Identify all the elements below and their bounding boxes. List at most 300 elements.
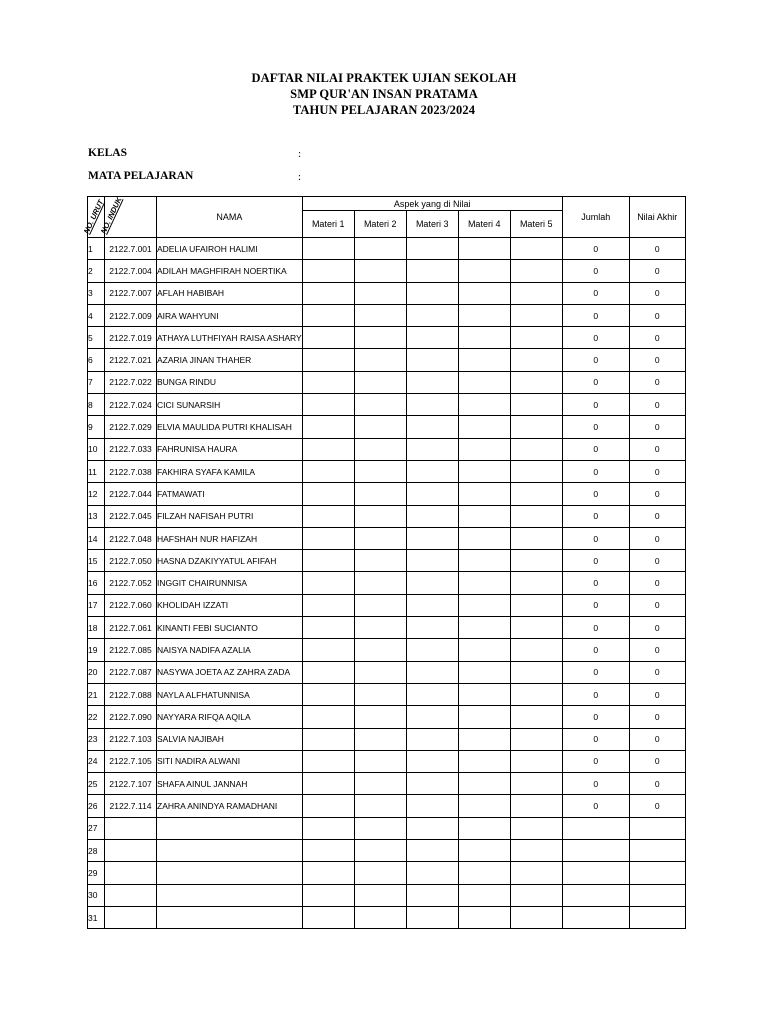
row-no: 5 xyxy=(88,327,105,349)
row-no-induk xyxy=(105,884,157,906)
row-materi-4[interactable] xyxy=(458,773,510,795)
row-jumlah: 0 xyxy=(562,260,629,282)
row-materi-3[interactable] xyxy=(406,416,458,438)
row-materi-2[interactable] xyxy=(354,840,406,862)
header-materi-1: Materi 1 xyxy=(302,211,354,238)
row-no-induk: 2122.7.024 xyxy=(105,394,157,416)
row-no: 18 xyxy=(88,617,105,639)
row-materi-4[interactable] xyxy=(458,416,510,438)
row-materi-3[interactable] xyxy=(406,884,458,906)
row-no: 13 xyxy=(88,505,105,527)
document-title xyxy=(0,70,768,118)
row-nama xyxy=(157,862,303,884)
row-no: 16 xyxy=(88,572,105,594)
row-materi-5[interactable] xyxy=(510,862,562,884)
row-materi-1[interactable] xyxy=(302,550,354,572)
row-materi-2[interactable] xyxy=(354,527,406,549)
row-materi-3[interactable] xyxy=(406,683,458,705)
row-no: 29 xyxy=(88,862,105,884)
row-materi-4[interactable] xyxy=(458,795,510,817)
row-materi-3[interactable] xyxy=(406,906,458,928)
row-nama: BUNGA RINDU xyxy=(157,371,303,393)
row-nama: KHOLIDAH IZZATI xyxy=(157,594,303,616)
table-row xyxy=(88,639,686,661)
table-row xyxy=(88,683,686,705)
table-row xyxy=(88,884,686,906)
row-nilai-akhir: 0 xyxy=(629,260,685,282)
row-materi-2[interactable] xyxy=(354,639,406,661)
row-materi-3[interactable] xyxy=(406,260,458,282)
row-materi-3[interactable] xyxy=(406,460,458,482)
kelas-label: KELAS xyxy=(88,147,127,159)
row-materi-3[interactable] xyxy=(406,639,458,661)
row-nilai-akhir: 0 xyxy=(629,728,685,750)
row-materi-5[interactable] xyxy=(510,773,562,795)
row-materi-3[interactable] xyxy=(406,594,458,616)
row-nilai-akhir: 0 xyxy=(629,594,685,616)
row-jumlah: 0 xyxy=(562,639,629,661)
title-line-2: SMP QUR'AN INSAN PRATAMA xyxy=(290,87,478,101)
row-materi-4[interactable] xyxy=(458,683,510,705)
row-materi-5[interactable] xyxy=(510,840,562,862)
row-materi-1[interactable] xyxy=(302,728,354,750)
row-jumlah: 0 xyxy=(562,527,629,549)
row-materi-1[interactable] xyxy=(302,795,354,817)
row-materi-2[interactable] xyxy=(354,750,406,772)
row-no-induk: 2122.7.009 xyxy=(105,304,157,326)
row-jumlah: 0 xyxy=(562,349,629,371)
row-materi-2[interactable] xyxy=(354,728,406,750)
header-no-urut-label: NO. URUT xyxy=(81,198,106,235)
row-materi-3[interactable] xyxy=(406,840,458,862)
row-jumlah xyxy=(562,862,629,884)
row-nilai-akhir: 0 xyxy=(629,394,685,416)
row-materi-1[interactable] xyxy=(302,349,354,371)
row-jumlah: 0 xyxy=(562,550,629,572)
table-row xyxy=(88,394,686,416)
row-no: 26 xyxy=(88,795,105,817)
row-materi-2[interactable] xyxy=(354,773,406,795)
mata-pelajaran-label: MATA PELAJARAN xyxy=(88,170,194,182)
row-materi-4[interactable] xyxy=(458,505,510,527)
row-no: 15 xyxy=(88,550,105,572)
table-row xyxy=(88,349,686,371)
row-materi-3[interactable] xyxy=(406,238,458,260)
title-line-1: DAFTAR NILAI PRAKTEK UJIAN SEKOLAH xyxy=(251,71,517,85)
row-materi-2[interactable] xyxy=(354,238,406,260)
row-nama: AFLAH HABIBAH xyxy=(157,282,303,304)
row-materi-4[interactable] xyxy=(458,527,510,549)
row-nilai-akhir: 0 xyxy=(629,349,685,371)
row-nilai-akhir: 0 xyxy=(629,238,685,260)
row-materi-2[interactable] xyxy=(354,661,406,683)
row-materi-1[interactable] xyxy=(302,238,354,260)
row-nilai-akhir: 0 xyxy=(629,683,685,705)
row-nama xyxy=(157,906,303,928)
row-no-induk: 2122.7.114 xyxy=(105,795,157,817)
row-nilai-akhir: 0 xyxy=(629,505,685,527)
row-materi-3[interactable] xyxy=(406,527,458,549)
table-row xyxy=(88,304,686,326)
row-materi-4[interactable] xyxy=(458,706,510,728)
row-materi-2[interactable] xyxy=(354,550,406,572)
row-no-induk: 2122.7.052 xyxy=(105,572,157,594)
row-materi-5[interactable] xyxy=(510,884,562,906)
row-materi-4[interactable] xyxy=(458,483,510,505)
row-materi-4[interactable] xyxy=(458,862,510,884)
row-materi-5[interactable] xyxy=(510,238,562,260)
mata-pelajaran-colon: : xyxy=(298,171,302,183)
row-materi-5[interactable] xyxy=(510,639,562,661)
row-materi-5[interactable] xyxy=(510,594,562,616)
row-nilai-akhir: 0 xyxy=(629,706,685,728)
row-no: 3 xyxy=(88,282,105,304)
header-jumlah: Jumlah xyxy=(562,197,629,238)
row-materi-1[interactable] xyxy=(302,683,354,705)
row-nama: FILZAH NAFISAH PUTRI xyxy=(157,505,303,527)
row-materi-2[interactable] xyxy=(354,416,406,438)
row-nama: INGGIT CHAIRUNNISA xyxy=(157,572,303,594)
table-row xyxy=(88,371,686,393)
row-materi-1[interactable] xyxy=(302,817,354,839)
row-materi-2[interactable] xyxy=(354,906,406,928)
row-materi-5[interactable] xyxy=(510,706,562,728)
row-materi-5[interactable] xyxy=(510,683,562,705)
row-nilai-akhir: 0 xyxy=(629,483,685,505)
table-row xyxy=(88,260,686,282)
row-materi-3[interactable] xyxy=(406,394,458,416)
row-materi-3[interactable] xyxy=(406,773,458,795)
row-materi-5[interactable] xyxy=(510,550,562,572)
row-materi-2[interactable] xyxy=(354,817,406,839)
row-materi-4[interactable] xyxy=(458,572,510,594)
row-materi-2[interactable] xyxy=(354,349,406,371)
row-materi-4[interactable] xyxy=(458,438,510,460)
row-materi-5[interactable] xyxy=(510,371,562,393)
row-nilai-akhir: 0 xyxy=(629,282,685,304)
row-no-induk: 2122.7.103 xyxy=(105,728,157,750)
row-nama: FAHRUNISA HAURA xyxy=(157,438,303,460)
row-nilai-akhir: 0 xyxy=(629,416,685,438)
table-row xyxy=(88,438,686,460)
row-materi-4[interactable] xyxy=(458,327,510,349)
row-materi-3[interactable] xyxy=(406,327,458,349)
row-materi-3[interactable] xyxy=(406,750,458,772)
row-materi-1[interactable] xyxy=(302,327,354,349)
row-materi-4[interactable] xyxy=(458,884,510,906)
row-materi-5[interactable] xyxy=(510,906,562,928)
table-row xyxy=(88,416,686,438)
row-no-induk: 2122.7.038 xyxy=(105,460,157,482)
row-nama: FAKHIRA SYAFA KAMILA xyxy=(157,460,303,482)
row-materi-2[interactable] xyxy=(354,594,406,616)
row-no-induk: 2122.7.107 xyxy=(105,773,157,795)
row-materi-1[interactable] xyxy=(302,282,354,304)
row-materi-2[interactable] xyxy=(354,572,406,594)
table-row xyxy=(88,505,686,527)
row-nama: HASNA DZAKIYYATUL AFIFAH xyxy=(157,550,303,572)
row-no: 30 xyxy=(88,884,105,906)
row-materi-2[interactable] xyxy=(354,438,406,460)
row-materi-5[interactable] xyxy=(510,394,562,416)
row-nama: HAFSHAH NUR HAFIZAH xyxy=(157,527,303,549)
row-materi-5[interactable] xyxy=(510,505,562,527)
row-materi-4[interactable] xyxy=(458,728,510,750)
row-nama: NAYYARA RIFQA AQILA xyxy=(157,706,303,728)
row-nama: CICI SUNARSIH xyxy=(157,394,303,416)
row-materi-4[interactable] xyxy=(458,639,510,661)
row-jumlah: 0 xyxy=(562,617,629,639)
row-materi-3[interactable] xyxy=(406,817,458,839)
row-jumlah: 0 xyxy=(562,795,629,817)
row-materi-4[interactable] xyxy=(458,282,510,304)
row-jumlah: 0 xyxy=(562,505,629,527)
row-materi-3[interactable] xyxy=(406,862,458,884)
row-materi-1[interactable] xyxy=(302,572,354,594)
row-materi-5[interactable] xyxy=(510,527,562,549)
row-no: 14 xyxy=(88,527,105,549)
row-materi-1[interactable] xyxy=(302,416,354,438)
row-materi-3[interactable] xyxy=(406,483,458,505)
row-materi-4[interactable] xyxy=(458,661,510,683)
row-jumlah: 0 xyxy=(562,706,629,728)
header-materi-2: Materi 2 xyxy=(354,211,406,238)
row-materi-2[interactable] xyxy=(354,282,406,304)
row-jumlah: 0 xyxy=(562,438,629,460)
row-nama: KINANTI FEBI SUCIANTO xyxy=(157,617,303,639)
row-materi-5[interactable] xyxy=(510,795,562,817)
row-no-induk: 2122.7.044 xyxy=(105,483,157,505)
row-materi-1[interactable] xyxy=(302,617,354,639)
row-no: 2 xyxy=(88,260,105,282)
row-jumlah: 0 xyxy=(562,394,629,416)
row-materi-2[interactable] xyxy=(354,884,406,906)
row-materi-2[interactable] xyxy=(354,683,406,705)
table-row xyxy=(88,862,686,884)
row-materi-3[interactable] xyxy=(406,795,458,817)
row-materi-4[interactable] xyxy=(458,550,510,572)
row-materi-1[interactable] xyxy=(302,260,354,282)
row-jumlah: 0 xyxy=(562,238,629,260)
row-nilai-akhir xyxy=(629,884,685,906)
row-jumlah xyxy=(562,884,629,906)
row-materi-2[interactable] xyxy=(354,505,406,527)
row-materi-5[interactable] xyxy=(510,460,562,482)
table-row xyxy=(88,661,686,683)
row-nilai-akhir: 0 xyxy=(629,527,685,549)
row-materi-1[interactable] xyxy=(302,371,354,393)
row-materi-3[interactable] xyxy=(406,282,458,304)
row-no-induk: 2122.7.061 xyxy=(105,617,157,639)
row-materi-3[interactable] xyxy=(406,304,458,326)
row-materi-2[interactable] xyxy=(354,260,406,282)
row-jumlah: 0 xyxy=(562,750,629,772)
row-materi-2[interactable] xyxy=(354,483,406,505)
row-materi-2[interactable] xyxy=(354,460,406,482)
row-jumlah: 0 xyxy=(562,773,629,795)
row-materi-2[interactable] xyxy=(354,617,406,639)
row-materi-4[interactable] xyxy=(458,371,510,393)
row-materi-4[interactable] xyxy=(458,750,510,772)
table-row xyxy=(88,617,686,639)
row-materi-5[interactable] xyxy=(510,617,562,639)
row-jumlah xyxy=(562,840,629,862)
header-materi-5: Materi 5 xyxy=(510,211,562,238)
row-nilai-akhir xyxy=(629,906,685,928)
row-materi-1[interactable] xyxy=(302,862,354,884)
row-materi-1[interactable] xyxy=(302,661,354,683)
row-nilai-akhir: 0 xyxy=(629,639,685,661)
row-no-induk xyxy=(105,906,157,928)
row-materi-1[interactable] xyxy=(302,438,354,460)
row-materi-1[interactable] xyxy=(302,394,354,416)
row-materi-4[interactable] xyxy=(458,460,510,482)
row-nama: FATMAWATI xyxy=(157,483,303,505)
row-materi-1[interactable] xyxy=(302,773,354,795)
row-materi-3[interactable] xyxy=(406,550,458,572)
row-no-induk: 2122.7.001 xyxy=(105,238,157,260)
row-materi-3[interactable] xyxy=(406,706,458,728)
row-materi-5[interactable] xyxy=(510,728,562,750)
header-nilai-akhir: Nilai Akhir xyxy=(629,197,685,238)
row-materi-1[interactable] xyxy=(302,460,354,482)
row-no: 24 xyxy=(88,750,105,772)
row-materi-3[interactable] xyxy=(406,371,458,393)
row-materi-1[interactable] xyxy=(302,304,354,326)
row-no-induk: 2122.7.048 xyxy=(105,527,157,549)
row-nilai-akhir: 0 xyxy=(629,327,685,349)
row-jumlah: 0 xyxy=(562,304,629,326)
row-no-induk: 2122.7.022 xyxy=(105,371,157,393)
row-materi-5[interactable] xyxy=(510,750,562,772)
row-no-induk: 2122.7.060 xyxy=(105,594,157,616)
row-materi-4[interactable] xyxy=(458,817,510,839)
row-materi-4[interactable] xyxy=(458,906,510,928)
row-materi-2[interactable] xyxy=(354,371,406,393)
header-materi-4: Materi 4 xyxy=(458,211,510,238)
row-materi-2[interactable] xyxy=(354,795,406,817)
table-body xyxy=(88,238,686,929)
row-jumlah: 0 xyxy=(562,572,629,594)
row-no: 27 xyxy=(88,817,105,839)
row-materi-3[interactable] xyxy=(406,349,458,371)
row-materi-3[interactable] xyxy=(406,661,458,683)
row-materi-3[interactable] xyxy=(406,617,458,639)
row-no: 22 xyxy=(88,706,105,728)
row-materi-1[interactable] xyxy=(302,706,354,728)
row-no: 21 xyxy=(88,683,105,705)
row-materi-2[interactable] xyxy=(354,327,406,349)
table-row xyxy=(88,840,686,862)
row-nama: ADILAH MAGHFIRAH NOERTIKA xyxy=(157,260,303,282)
row-materi-2[interactable] xyxy=(354,862,406,884)
row-nilai-akhir: 0 xyxy=(629,773,685,795)
row-materi-4[interactable] xyxy=(458,594,510,616)
row-materi-5[interactable] xyxy=(510,327,562,349)
row-materi-3[interactable] xyxy=(406,728,458,750)
row-no-induk: 2122.7.019 xyxy=(105,327,157,349)
table-row xyxy=(88,906,686,928)
row-no: 9 xyxy=(88,416,105,438)
row-no-induk: 2122.7.033 xyxy=(105,438,157,460)
row-materi-2[interactable] xyxy=(354,304,406,326)
row-nilai-akhir: 0 xyxy=(629,371,685,393)
row-jumlah: 0 xyxy=(562,371,629,393)
row-materi-2[interactable] xyxy=(354,394,406,416)
table-row xyxy=(88,550,686,572)
row-no-induk: 2122.7.050 xyxy=(105,550,157,572)
row-nama: NAISYA NADIFA AZALIA xyxy=(157,639,303,661)
row-materi-4[interactable] xyxy=(458,394,510,416)
row-materi-1[interactable] xyxy=(302,639,354,661)
row-materi-5[interactable] xyxy=(510,483,562,505)
row-materi-1[interactable] xyxy=(302,594,354,616)
row-jumlah: 0 xyxy=(562,460,629,482)
row-materi-1[interactable] xyxy=(302,483,354,505)
row-materi-1[interactable] xyxy=(302,884,354,906)
row-materi-3[interactable] xyxy=(406,572,458,594)
row-materi-3[interactable] xyxy=(406,438,458,460)
row-no: 1 xyxy=(88,238,105,260)
row-materi-5[interactable] xyxy=(510,572,562,594)
row-materi-4[interactable] xyxy=(458,304,510,326)
table-row xyxy=(88,527,686,549)
row-materi-3[interactable] xyxy=(406,505,458,527)
row-nama xyxy=(157,884,303,906)
row-materi-5[interactable] xyxy=(510,304,562,326)
header-materi-3: Materi 3 xyxy=(406,211,458,238)
row-materi-4[interactable] xyxy=(458,238,510,260)
table-row xyxy=(88,795,686,817)
row-materi-5[interactable] xyxy=(510,817,562,839)
row-nilai-akhir: 0 xyxy=(629,750,685,772)
row-materi-2[interactable] xyxy=(354,706,406,728)
row-materi-1[interactable] xyxy=(302,840,354,862)
row-materi-4[interactable] xyxy=(458,617,510,639)
row-no-induk: 2122.7.088 xyxy=(105,683,157,705)
row-materi-4[interactable] xyxy=(458,260,510,282)
row-nilai-akhir: 0 xyxy=(629,617,685,639)
row-no: 11 xyxy=(88,460,105,482)
row-jumlah: 0 xyxy=(562,728,629,750)
row-materi-5[interactable] xyxy=(510,260,562,282)
row-jumlah: 0 xyxy=(562,661,629,683)
row-materi-5[interactable] xyxy=(510,349,562,371)
row-nama: NAYLA ALFHATUNNISA xyxy=(157,683,303,705)
row-jumlah xyxy=(562,906,629,928)
row-materi-1[interactable] xyxy=(302,505,354,527)
row-nilai-akhir: 0 xyxy=(629,550,685,572)
row-no: 28 xyxy=(88,840,105,862)
row-materi-5[interactable] xyxy=(510,438,562,460)
row-nama: SALVIA NAJIBAH xyxy=(157,728,303,750)
row-materi-5[interactable] xyxy=(510,416,562,438)
row-materi-5[interactable] xyxy=(510,661,562,683)
row-materi-1[interactable] xyxy=(302,527,354,549)
row-materi-1[interactable] xyxy=(302,906,354,928)
row-materi-5[interactable] xyxy=(510,282,562,304)
row-materi-4[interactable] xyxy=(458,349,510,371)
row-jumlah xyxy=(562,817,629,839)
row-nama: SITI NADIRA ALWANI xyxy=(157,750,303,772)
table-row xyxy=(88,594,686,616)
row-materi-4[interactable] xyxy=(458,840,510,862)
table-row xyxy=(88,817,686,839)
row-no-induk: 2122.7.105 xyxy=(105,750,157,772)
row-no-induk: 2122.7.021 xyxy=(105,349,157,371)
row-no: 17 xyxy=(88,594,105,616)
row-materi-1[interactable] xyxy=(302,750,354,772)
